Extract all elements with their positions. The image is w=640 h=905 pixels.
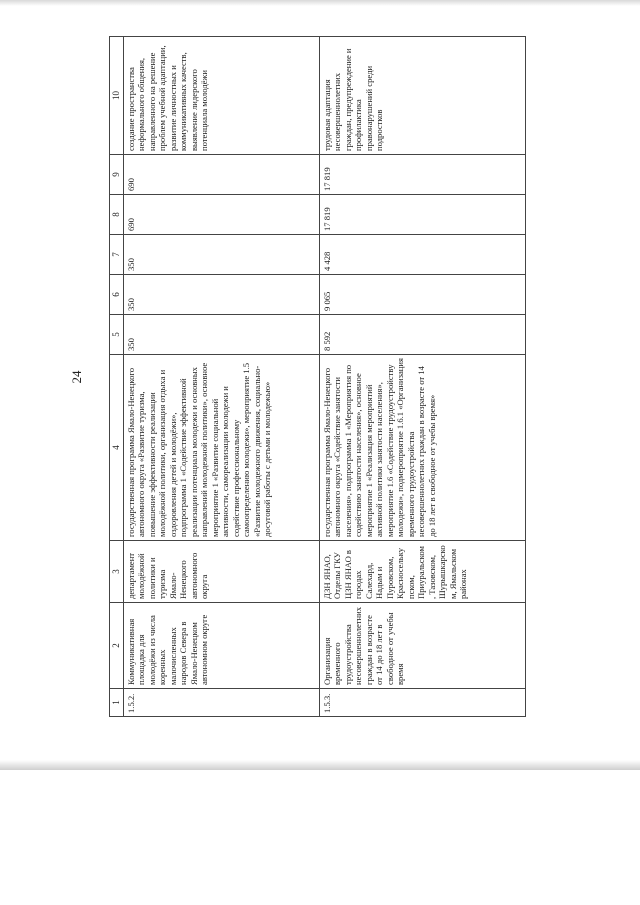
header-cell: 10: [110, 37, 124, 155]
program-reference: государственная программа Ямало-Ненецкого автономного округа «Развитие туризма, повышение эффективности реализации молодёжной политики, организация отдыха и оздоровления детей и молодёжи», подпрограмма 1 «Содействие эффективной реализации потенциала молодежи и основных направлений молодежной политики», основное мероприятие 1 «Развитие социальной активности, самореализации молодежи и содействие профессиональному самоопределению молодежи», мероприятие 1.5 «Развитие молодежного движения, социально-досуговой работы с детьми и молодежью»: [123, 355, 319, 541]
header-cell: 2: [110, 603, 124, 689]
program-table: [109, 36, 526, 717]
row-number: 1.5.2.: [123, 689, 319, 717]
table-row: [319, 37, 525, 717]
row-number: 1.5.3.: [319, 689, 525, 717]
amount-cell: 9 065: [319, 275, 525, 315]
header-cell: 3: [110, 541, 124, 603]
amount-cell: 8 592: [319, 315, 525, 355]
blank-area: [0, 770, 640, 905]
header-cell: 7: [110, 235, 124, 275]
header-cell: 6: [110, 275, 124, 315]
rotated-page: [69, 37, 527, 717]
measure-name: Коммуникативная площадка для молодёжи из числа коренных малочисленных народов Севера в Ямало-Ненецком автономном округе: [123, 603, 319, 689]
header-cell: 9: [110, 155, 124, 195]
header-row: [110, 37, 124, 717]
measure-name: Организация временного трудоустройства несовершеннолетних граждан в возрасте от 14 до 18 лет в свободное от учебы время: [319, 603, 525, 689]
amount-cell: 350: [123, 315, 319, 355]
header-cell: 1: [110, 689, 124, 717]
amount-cell: 17 819: [319, 155, 525, 195]
table-row: [123, 37, 319, 717]
executor: департамент молодёжной политики и туризма Ямало-Ненецкого автономного округа: [123, 541, 319, 603]
amount-cell: 4 428: [319, 235, 525, 275]
amount-cell: 350: [123, 275, 319, 315]
amount-cell: 17 819: [319, 195, 525, 235]
page-top-edge: [0, 0, 640, 6]
executor: ДЗН ЯНАО, Отделы ГКУ ЦЗН ЯНАО в городах Салехард, Надым и Пуровском, Красноселькупском, Приуральском, Тазовском, Шурышкарском, Ямальском районах: [319, 541, 525, 603]
header-cell: 4: [110, 355, 124, 541]
page-number: 24: [69, 370, 84, 384]
page-bottom-edge: [0, 760, 640, 770]
amount-cell: 690: [123, 195, 319, 235]
header-cell: 8: [110, 195, 124, 235]
expected-result: создание пространства неформального общения, направленного на решение проблем учебной адаптации, развитие личностных и коммуникативных качеств, выявление лидерского потенциала молодёжи: [123, 37, 319, 155]
header-cell: 5: [110, 315, 124, 355]
program-reference: государственная программа Ямало-Ненецкого автономного округа «Содействие занятости населения», подпрограмма 1 «Мероприятия по содействию занятости населения», основное мероприятие 1 «Реализация мероприятий активной политики занятости населения», мероприятие 1.6 «Содействие трудоустройству молодежи», подмероприятие 1.6.1 «Организация временного трудоустройства несовершеннолетних граждан в возрасте от 14 до 18 лет в свободное от учебы время»: [319, 355, 525, 541]
expected-result: трудовая адаптация несовершеннолетних граждан, предупреждение и профилактика правонарушений среди подростков: [319, 37, 525, 155]
amount-cell: 350: [123, 235, 319, 275]
amount-cell: 690: [123, 155, 319, 195]
